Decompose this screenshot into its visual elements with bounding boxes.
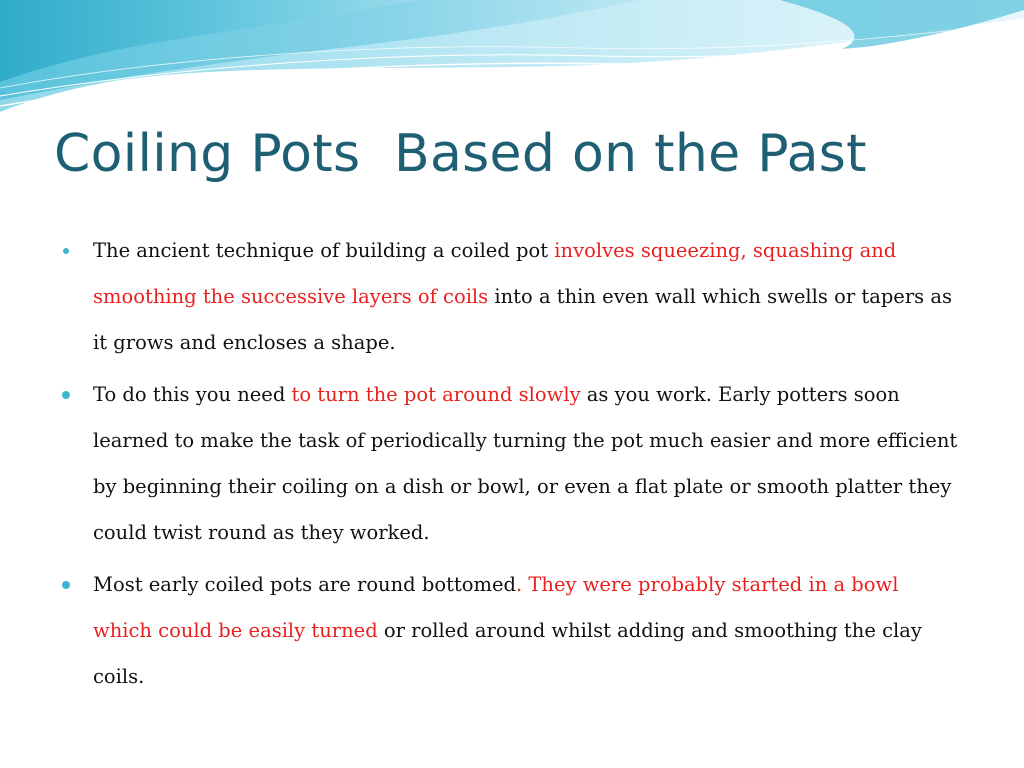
bullet-list bbox=[62, 228, 962, 706]
bullet-text-plain: into a thin even wall which swells or tapers as it grows and encloses a shape. bbox=[93, 285, 952, 354]
slide-title: Coiling Pots Based on the Past bbox=[54, 124, 867, 184]
bullet-text-highlight: . They were probably started in a bowl which could be easily turned bbox=[93, 573, 899, 642]
bullet-text-highlight: involves squeezing, squashing and smoothing the successive layers of coils bbox=[93, 239, 897, 308]
bullet-item-3 bbox=[62, 562, 962, 700]
bullet-dot-icon bbox=[62, 391, 70, 399]
bullet-text-plain: To do this you need bbox=[93, 383, 292, 406]
header-wave-decoration bbox=[0, 0, 1024, 120]
bullet-text-plain: or rolled around whilst adding and smoothing the clay coils. bbox=[93, 619, 922, 688]
bullet-dot-icon bbox=[62, 581, 70, 589]
bullet-text-plain: Most early coiled pots are round bottomed bbox=[93, 573, 517, 596]
bullet-text-highlight: to turn the pot around slowly bbox=[291, 383, 581, 406]
bullet-text-plain: as you work. Early potters soon learned to make the task of periodically turning the pot much easier and more efficient by beginning their coiling on a dish or bowl, or even a flat plate or smooth platter they could twist round as they worked. bbox=[93, 383, 958, 544]
bullet-item-1 bbox=[62, 228, 962, 366]
bullet-item-2 bbox=[62, 372, 962, 556]
bullet-dot-icon bbox=[63, 248, 69, 254]
bullet-text-plain: The ancient technique of building a coiled pot bbox=[93, 239, 555, 262]
